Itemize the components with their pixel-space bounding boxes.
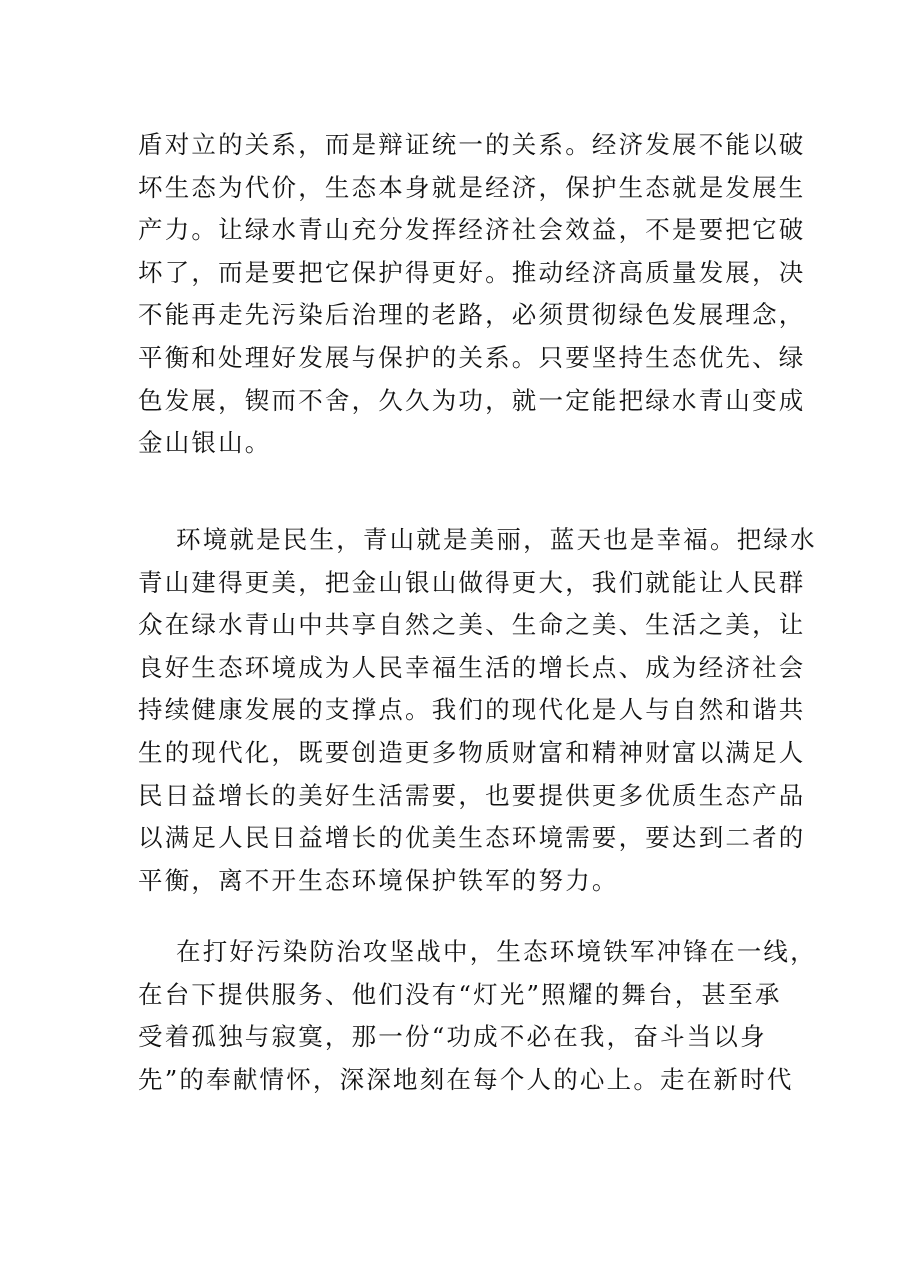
text-line: 在台下提供服务、他们没有“灯光”照耀的舞台，甚至承 bbox=[138, 979, 782, 1009]
text-line: 受着孤独与寂寞，那一份“功成不必在我，奋斗当以身 bbox=[138, 1022, 767, 1052]
text-line: 坏了，而是要把它保护得更好。推动经济高质量发展，决 bbox=[138, 257, 806, 287]
text-line: 色发展，锲而不舍，久久为功，就一定能把绿水青山变成 bbox=[138, 385, 806, 415]
text-line: 环境就是民生，青山就是美丽，蓝天也是幸福。把绿水 bbox=[176, 525, 817, 554]
text-line: 生的现代化，既要创造更多物质财富和精神财富以满足人 bbox=[138, 737, 806, 767]
text-line: 众在绿水青山中共享自然之美、生命之美、生活之美，让 bbox=[138, 610, 806, 640]
text-line: 民日益增长的美好生活需要，也要提供更多优质生态产品 bbox=[138, 780, 806, 810]
text-line: 在打好污染防治攻坚战中，生态环境铁军冲锋在一线， bbox=[176, 937, 817, 966]
paragraph-1 bbox=[138, 124, 806, 465]
text-line: 金山银山。 bbox=[138, 428, 272, 458]
paragraph-2 bbox=[138, 519, 817, 902]
text-line: 良好生态环境成为人民幸福生活的增长点、成为经济社会 bbox=[138, 652, 806, 682]
text-line: 盾对立的关系，而是辩证统一的关系。经济发展不能以破 bbox=[138, 130, 806, 159]
text-line: 青山建得更美，把金山银山做得更大，我们就能让人民群 bbox=[138, 567, 806, 597]
text-line: 先”的奉献情怀，深深地刻在每个人的心上。走在新时代 bbox=[138, 1064, 794, 1094]
text-line: 平衡，离不开生态环境保护铁军的努力。 bbox=[138, 865, 619, 895]
text-line: 平衡和处理好发展与保护的关系。只要坚持生态优先、绿 bbox=[138, 342, 806, 372]
text-line: 持续健康发展的支撑点。我们的现代化是人与自然和谐共 bbox=[138, 695, 806, 725]
paragraph-3 bbox=[138, 931, 817, 1101]
text-line: 坏生态为代价，生态本身就是经济，保护生态就是发展生 bbox=[138, 172, 806, 202]
text-line: 不能再走先污染后治理的老路，必须贯彻绿色发展理念， bbox=[138, 300, 806, 330]
text-line: 产力。让绿水青山充分发挥经济社会效益，不是要把它破 bbox=[138, 215, 806, 245]
text-line: 以满足人民日益增长的优美生态环境需要，要达到二者的 bbox=[138, 823, 806, 853]
